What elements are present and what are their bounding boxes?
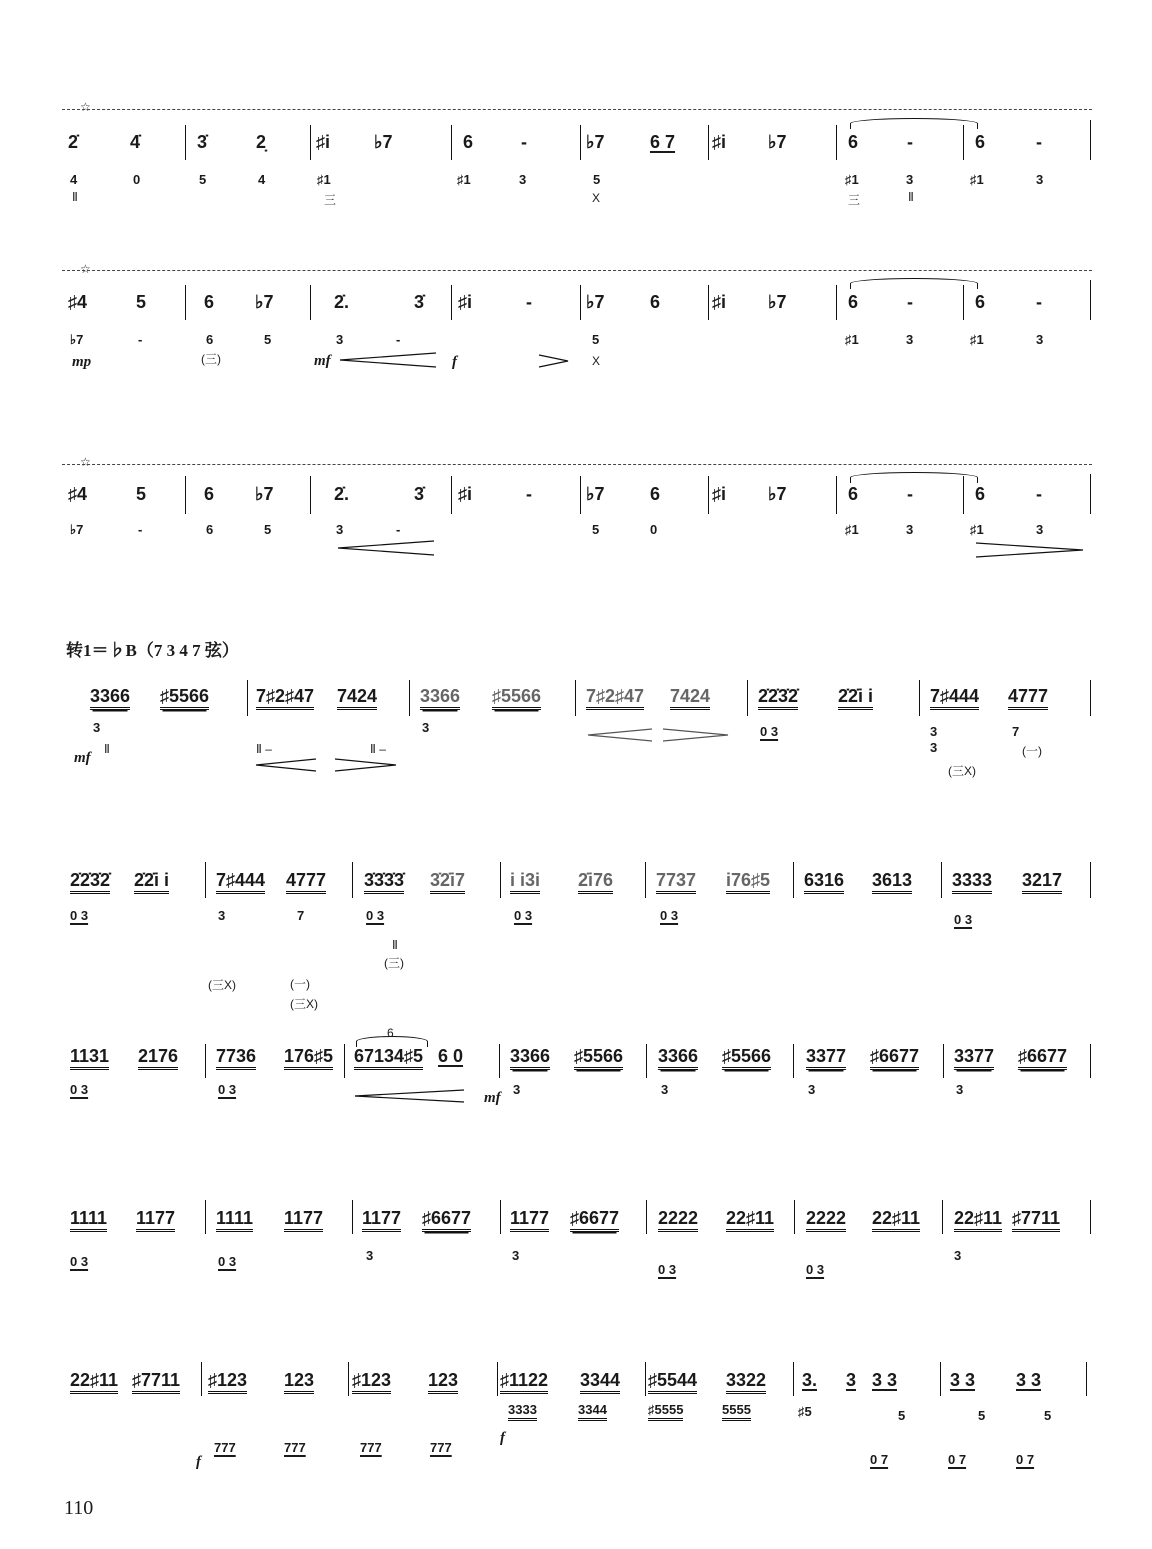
note: - <box>1036 292 1042 312</box>
note: ♯i <box>712 484 727 504</box>
barline <box>942 1200 943 1234</box>
note: 2̣ <box>256 132 267 152</box>
note-group: 123 <box>284 1370 314 1394</box>
dynamic-f: f <box>452 354 457 370</box>
note-group: 123 <box>428 1370 458 1394</box>
lower-note: 5 <box>898 1408 906 1423</box>
string-mark: X <box>592 191 601 205</box>
note-group: 4777 <box>286 870 326 894</box>
barline <box>793 1044 794 1078</box>
string-mark: (一) <box>290 977 310 991</box>
note-group: 3366 <box>510 1046 550 1070</box>
lower-note: ♯5 <box>798 1404 812 1419</box>
note-group: 7♯2♯47 <box>256 686 314 710</box>
tie-slur <box>850 472 978 483</box>
lower-note: ♯1 <box>845 172 859 187</box>
barline <box>344 1044 345 1078</box>
lower-note: 3 <box>1036 332 1044 347</box>
lower-note: 777 <box>284 1440 306 1455</box>
lower-note: 6 <box>206 522 214 537</box>
lower-note: 777 <box>430 1440 452 1455</box>
string-mark: (三) <box>201 352 221 366</box>
barline <box>352 1200 353 1234</box>
lower-note: ♯1 <box>457 172 471 187</box>
barline <box>940 1362 941 1396</box>
lower-note: 3 <box>513 1082 521 1097</box>
lower-note: 3 <box>956 1082 964 1097</box>
star-mark: ☆ <box>80 100 91 114</box>
barline <box>941 862 942 898</box>
dynamic-f: f <box>196 1454 201 1470</box>
lower-note: - <box>138 522 143 537</box>
note: 2̇ <box>68 132 79 152</box>
note-group: 3377 <box>806 1046 846 1070</box>
lower-note: 5555 <box>722 1402 751 1421</box>
lower-note: - <box>138 332 143 347</box>
note-group: 67134♯5 <box>354 1046 423 1070</box>
lower-note: ♯1 <box>317 172 331 187</box>
note-group: 7424 <box>337 686 377 710</box>
barline <box>1090 120 1091 160</box>
barline <box>580 285 581 320</box>
note: - <box>907 132 913 152</box>
note-group: 2̇2̇i i <box>134 870 169 894</box>
note: - <box>1036 132 1042 152</box>
note: ♭7 <box>374 132 393 152</box>
crescendo-hairpin <box>338 352 438 368</box>
note-group: ♯5566 <box>160 686 209 710</box>
string-mark: Ⅱ <box>72 190 78 204</box>
note: 3̇ <box>414 292 425 312</box>
staff-dash-line <box>62 464 1092 465</box>
lower-note: 5 <box>1044 1408 1052 1423</box>
note-group: 22♯11 <box>70 1370 118 1394</box>
note-group: 1177 <box>136 1208 175 1232</box>
lower-note: 3 <box>336 522 344 537</box>
barline <box>451 125 452 160</box>
note: ♭7 <box>255 484 274 504</box>
crescendo-hairpin <box>254 758 318 772</box>
note: 6 <box>848 292 859 312</box>
note: 2̇. <box>334 292 350 312</box>
barline <box>580 476 581 514</box>
note-group: 176♯5 <box>284 1046 333 1070</box>
note: - <box>1036 484 1042 504</box>
barline <box>919 680 920 716</box>
note: 3̇ <box>414 484 425 504</box>
string-mark: (三X) <box>290 997 318 1011</box>
lower-note: 3 <box>930 740 938 755</box>
barline <box>1090 280 1091 320</box>
note: ♯i <box>316 132 331 152</box>
barline <box>646 1200 647 1234</box>
barline <box>1090 474 1091 514</box>
note-group: 4777 <box>1008 686 1048 710</box>
lower-note: 0 3 <box>658 1262 677 1277</box>
note: 3̇ <box>197 132 208 152</box>
note-group: 2176 <box>138 1046 178 1070</box>
note: 2̇. <box>334 484 350 504</box>
note-group: ♯6677 <box>570 1208 619 1232</box>
note: 6 <box>975 484 986 504</box>
lower-note: - <box>396 522 401 537</box>
lower-note: 3 <box>519 172 527 187</box>
note-group: ♯7711 <box>1012 1208 1060 1232</box>
staff-dash-line <box>62 270 1092 271</box>
note: 6 <box>650 484 661 504</box>
lower-note: 3 <box>906 522 914 537</box>
barline <box>348 1362 349 1396</box>
note-group: 2̇2̇3̇2̇ <box>758 686 798 710</box>
note-group: 3̇2̇i7 <box>430 870 465 894</box>
note-group: i76♯5 <box>726 870 770 894</box>
note-group: 3̇3̇3̇3̇ <box>364 870 404 894</box>
note-group: 22♯11 <box>954 1208 1002 1232</box>
string-mark: 三 <box>324 193 337 207</box>
lower-note: ♭7 <box>70 332 84 347</box>
lower-note: 0 3 <box>806 1262 825 1277</box>
note: 6 <box>204 484 215 504</box>
decrescendo-hairpin <box>662 728 730 742</box>
note: ♭7 <box>586 292 605 312</box>
string-mark: (三X) <box>208 978 236 992</box>
barline <box>793 862 794 898</box>
lower-note: 0 3 <box>70 908 89 923</box>
note-group: ♯123 <box>208 1370 247 1394</box>
barline <box>409 680 410 716</box>
note: 3. <box>802 1370 818 1390</box>
lower-note: 5 <box>978 1408 986 1423</box>
lower-note: 0 3 <box>660 908 679 923</box>
barline <box>963 285 964 320</box>
barline <box>708 476 709 514</box>
note: ♭7 <box>768 484 787 504</box>
crescendo-hairpin <box>336 540 436 556</box>
string-mark: (三X) <box>948 764 976 778</box>
note-group: 1177 <box>284 1208 323 1232</box>
note-group: ♯5566 <box>722 1046 771 1070</box>
note: ♯i <box>458 484 473 504</box>
barline <box>201 1362 202 1396</box>
note-group: 3333 <box>952 870 992 894</box>
barline <box>836 285 837 320</box>
note-group: 1111 <box>70 1208 107 1232</box>
lower-note: 3 <box>1036 172 1044 187</box>
string-mark: (三) <box>384 956 404 970</box>
barline <box>1090 1044 1091 1078</box>
tie-slur <box>850 118 978 129</box>
note-group: 1131 <box>70 1046 109 1070</box>
barline <box>963 125 964 160</box>
note: 6 <box>848 132 859 152</box>
lower-note: 5 <box>199 172 207 187</box>
note: - <box>526 292 532 312</box>
note-group: 1111 <box>216 1208 253 1232</box>
lower-note: 6 <box>206 332 214 347</box>
barline <box>1090 680 1091 716</box>
lower-note: 0 3 <box>954 912 973 927</box>
crescendo-hairpin <box>586 728 654 742</box>
note-group: 3322 <box>726 1370 766 1394</box>
note-group: ♯6677 <box>870 1046 919 1070</box>
star-mark: ☆ <box>80 455 91 469</box>
barline <box>794 1200 795 1234</box>
star-mark: ☆ <box>80 262 91 276</box>
lower-note: 0 3 <box>218 1082 237 1097</box>
note: 6 <box>650 292 661 312</box>
lower-note: 5 <box>592 332 600 347</box>
tie-slur <box>850 278 978 289</box>
note: - <box>907 292 913 312</box>
barline <box>1090 1200 1091 1234</box>
string-mark: Ⅱ – <box>370 742 386 756</box>
lower-note: 3 <box>808 1082 816 1097</box>
note-group: ♯6677 <box>422 1208 471 1232</box>
note-group: 3 3 <box>1016 1370 1042 1390</box>
page-number: 110 <box>64 1497 94 1519</box>
decrescendo-hairpin <box>538 354 570 368</box>
note: 3 <box>846 1370 857 1390</box>
lower-note: 0 <box>133 172 141 187</box>
dynamic-mf: mf <box>314 353 331 369</box>
lower-note: 4 <box>258 172 266 187</box>
barline <box>185 285 186 320</box>
note-group: 6 7 <box>650 132 676 152</box>
key-change-label: 转1＝♭B（7 3 4 7 弦） <box>66 641 239 660</box>
lower-note: 0 3 <box>70 1082 89 1097</box>
barline <box>708 125 709 160</box>
note: 5 <box>136 484 147 504</box>
staff-dash-line <box>62 109 1092 110</box>
barline <box>580 125 581 160</box>
lower-note: ♯1 <box>970 172 984 187</box>
string-mark: 三 <box>848 193 861 207</box>
lower-note: 0 <box>650 522 658 537</box>
lower-note: ♯1 <box>970 522 984 537</box>
note-group: 3377 <box>954 1046 994 1070</box>
note-group: 2222 <box>806 1208 846 1232</box>
barline <box>451 476 452 514</box>
barline <box>352 862 353 898</box>
lower-note: 3 <box>906 172 914 187</box>
note-group: 7♯444 <box>216 870 265 894</box>
note: 6 <box>204 292 215 312</box>
barline <box>645 1362 646 1396</box>
lower-note: ♭7 <box>70 522 84 537</box>
lower-note: 3 <box>366 1248 374 1263</box>
note-group: 6 0 <box>438 1046 464 1066</box>
barline <box>205 862 206 898</box>
lower-note: 777 <box>360 1440 382 1455</box>
barline <box>645 862 646 898</box>
barline <box>1086 1362 1087 1396</box>
note-group: ♯1122 <box>500 1370 548 1394</box>
lower-note: 3 <box>661 1082 669 1097</box>
lower-note: 0 7 <box>948 1452 967 1467</box>
note-group: 6316 <box>804 870 844 894</box>
lower-note: 0 3 <box>70 1254 89 1269</box>
barline <box>793 1362 794 1396</box>
note-group: ♯123 <box>352 1370 391 1394</box>
barline <box>500 1200 501 1234</box>
barline <box>497 1362 498 1396</box>
lower-note: 0 3 <box>514 908 533 923</box>
note-group: 2̇2̇i i <box>838 686 873 710</box>
lower-note: 0 7 <box>870 1452 889 1467</box>
lower-note: - <box>396 332 401 347</box>
lower-note: 5 <box>264 332 272 347</box>
note-group: 3217 <box>1022 870 1062 894</box>
note-group: 3 3 <box>950 1370 976 1390</box>
dynamic-f: f <box>500 1430 505 1446</box>
note-group: 7736 <box>216 1046 256 1070</box>
lower-note: 7 <box>1012 724 1020 739</box>
note: 6 <box>975 292 986 312</box>
note: ♭7 <box>586 484 605 504</box>
note-group: 3366 <box>420 686 460 710</box>
string-mark: Ⅱ <box>392 938 398 952</box>
note-group: 22♯11 <box>726 1208 774 1232</box>
lower-note: 3 <box>218 908 226 923</box>
note-group: 3613 <box>872 870 912 894</box>
lower-note: 3333 <box>508 1402 537 1421</box>
note-group: ♯5566 <box>574 1046 623 1070</box>
note-group: 3344 <box>580 1370 620 1394</box>
decrescendo-hairpin <box>354 1088 466 1104</box>
decrescendo-hairpin <box>975 542 1085 558</box>
note-group: 2222 <box>658 1208 698 1232</box>
lower-note: 3 <box>336 332 344 347</box>
note: - <box>907 484 913 504</box>
note-group: ♯5566 <box>492 686 541 710</box>
barline <box>646 1044 647 1078</box>
note-group: 7♯2♯47 <box>586 686 644 710</box>
decrescendo-hairpin <box>334 758 398 772</box>
string-mark: Ⅱ <box>104 742 110 756</box>
note: 6 <box>975 132 986 152</box>
note: ♯i <box>712 132 727 152</box>
lower-note: ♯5555 <box>648 1402 683 1421</box>
barline <box>1090 862 1091 898</box>
barline <box>836 476 837 514</box>
dynamic-mf: mf <box>484 1090 501 1106</box>
note-group: 7424 <box>670 686 710 710</box>
lower-note: 5 <box>593 172 601 187</box>
barline <box>708 285 709 320</box>
barline <box>451 285 452 320</box>
barline <box>205 1200 206 1234</box>
lower-note: 4 <box>70 172 78 187</box>
tuplet-number: 6 <box>387 1026 394 1040</box>
barline <box>185 476 186 514</box>
note: ♯i <box>712 292 727 312</box>
barline <box>247 680 248 716</box>
note-group: 3366 <box>658 1046 698 1070</box>
barline <box>310 285 311 320</box>
barline <box>836 125 837 160</box>
note: 6 <box>848 484 859 504</box>
barline <box>575 680 576 716</box>
barline <box>205 1044 206 1078</box>
barline <box>500 862 501 898</box>
lower-note: ♯1 <box>845 332 859 347</box>
lower-note: 3 <box>93 720 101 735</box>
string-mark: X <box>592 354 601 368</box>
note: ♭7 <box>768 292 787 312</box>
note-group: ♯7711 <box>132 1370 180 1394</box>
dynamic-mp: mp <box>72 354 92 370</box>
lower-note: 3 <box>422 720 430 735</box>
lower-note: ♯1 <box>845 522 859 537</box>
lower-note: 3 <box>930 724 938 739</box>
lower-note: 0 7 <box>1016 1452 1035 1467</box>
note-group: 7737 <box>656 870 696 894</box>
note-group: 3366 <box>90 686 130 710</box>
dynamic-mf: mf <box>74 750 91 766</box>
barline <box>310 125 311 160</box>
string-mark: Ⅱ <box>908 190 914 204</box>
string-mark: Ⅱ – <box>256 742 272 756</box>
lower-note: 777 <box>214 1440 236 1455</box>
barline <box>943 1044 944 1078</box>
lower-note: 3344 <box>578 1402 607 1421</box>
barline <box>747 680 748 716</box>
barline <box>185 125 186 160</box>
note-group: 22♯11 <box>872 1208 920 1232</box>
note: 6 <box>463 132 474 152</box>
note-group: 2̇i76 <box>578 870 613 894</box>
note: ♭7 <box>255 292 274 312</box>
lower-note: 0 3 <box>218 1254 237 1269</box>
barline <box>499 1044 500 1078</box>
note: ♯i <box>458 292 473 312</box>
note: ♯4 <box>68 292 88 312</box>
note-group: 3 3 <box>872 1370 898 1390</box>
note-group: 2̇2̇3̇2̇ <box>70 870 110 894</box>
note: ♯4 <box>68 484 88 504</box>
lower-note: 0 3 <box>366 908 385 923</box>
note: ♭7 <box>768 132 787 152</box>
lower-note: 3 <box>906 332 914 347</box>
note: - <box>526 484 532 504</box>
lower-note: 3 <box>1036 522 1044 537</box>
lower-note: 3 <box>512 1248 520 1263</box>
note-group: i i3i <box>510 870 540 894</box>
note: 4̇ <box>130 132 141 152</box>
note-group: 7♯444 <box>930 686 979 710</box>
lower-note: 7 <box>297 908 305 923</box>
lower-note: 5 <box>264 522 272 537</box>
lower-note: 0 3 <box>760 724 779 739</box>
lower-note: ♯1 <box>970 332 984 347</box>
note: ♭7 <box>586 132 605 152</box>
note-group: ♯6677 <box>1018 1046 1067 1070</box>
lower-note: 5 <box>592 522 600 537</box>
note-group: ♯5544 <box>648 1370 697 1394</box>
string-mark: (一) <box>1022 744 1042 758</box>
note: - <box>521 132 527 152</box>
note: 5 <box>136 292 147 312</box>
lower-note: 3 <box>954 1248 962 1263</box>
note-group: 1177 <box>510 1208 549 1232</box>
barline <box>310 476 311 514</box>
note-group: 1177 <box>362 1208 401 1232</box>
